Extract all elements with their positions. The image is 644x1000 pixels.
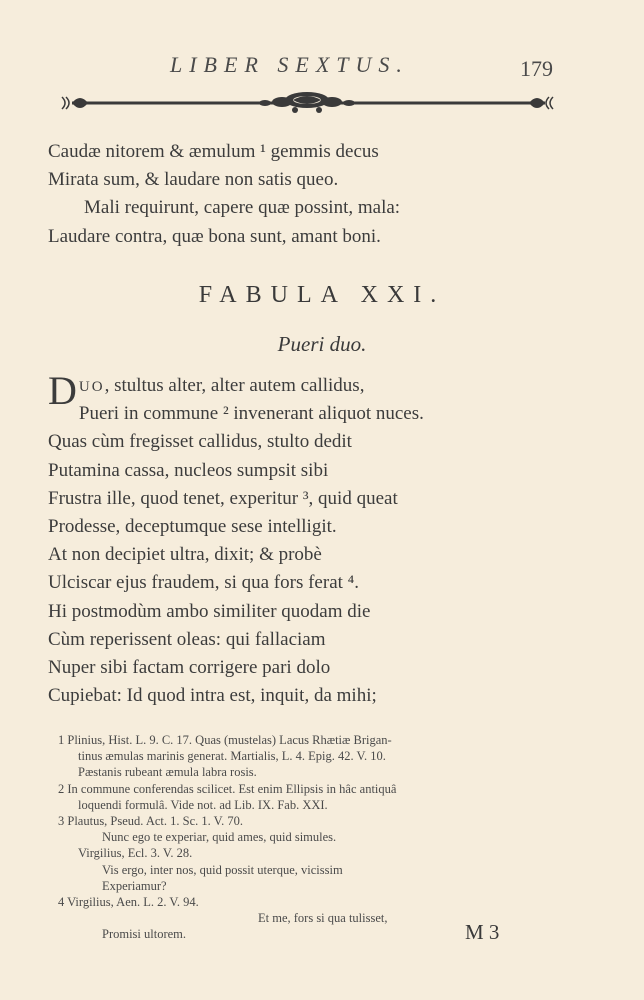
verse-line: Cupiebat: Id quod intra est, inquit, da mihi; — [48, 685, 377, 707]
verse-line: Putamina cassa, nucleos sumpsit sibi — [48, 459, 329, 481]
verse-line: Mali requirunt, capere quæ possint, mala: — [84, 197, 401, 219]
verse-line: Ulciscar ejus fraudem, si qua fors ferat ⁴. — [48, 572, 360, 594]
verse-line: Quas cùm fregisset callidus, stulto dedit — [48, 431, 352, 453]
running-head: LIBER SEXTUS. — [170, 52, 409, 77]
verse-line: Nuper sibi factam corrigere pari dolo — [48, 656, 331, 678]
footnote-line: Et me, fors si qua tulisset, — [258, 911, 388, 926]
footnote-line: Nunc ego te experiar, quid ames, quid simules. — [102, 830, 337, 845]
footnote-line: 1 Plinius, Hist. L. 9. C. 17. Quas (mustelas) Lacus Rhætiæ Brigan- — [58, 733, 392, 747]
page-number: 179 — [520, 56, 553, 81]
verse-line: At non decipiet ultra, dixit; & probè — [48, 544, 322, 566]
footnote-line: Virgilius, Ecl. 3. V. 28. — [78, 846, 193, 861]
footnotes — [58, 732, 396, 942]
footnote-line: tinus æmulas marinis generat. Martialis, L. 4. Epig. 42. V. 10. — [78, 749, 386, 764]
verse-line: Mirata sum, & laudare non satis queo. — [48, 169, 339, 191]
verse-line: Laudare contra, quæ bona sunt, amant boni. — [48, 225, 381, 247]
verse-line: Prodesse, deceptumque sese intelligit. — [48, 515, 337, 537]
verse-line: Hi postmodùm ambo similiter quodam die — [48, 600, 371, 622]
footnote-line: Vis ergo, inter nos, quid possit uterque, vicissim — [102, 862, 343, 877]
footnote-line: 4 Virgilius, Aen. L. 2. V. 94. — [58, 894, 199, 909]
first-line-rest: , stultus alter, alter autem callidus, — [104, 375, 365, 396]
footnote-line: 3 Plautus, Pseud. Act. 1. Sc. 1. V. 70. — [58, 813, 243, 828]
footnote-line: 2 In commune conferendas scilicet. Est enim Ellipsis in hâc antiquâ — [58, 781, 397, 796]
small-caps: UO — [78, 379, 105, 395]
fable-title: FABULA XXI. — [198, 282, 446, 308]
fable-subtitle: Pueri duo. — [277, 332, 367, 356]
footnote-line: Experiamur? — [102, 878, 167, 893]
verse-line: Caudæ nitorem & æmulum ¹ gemmis decus — [48, 141, 379, 162]
ornamental-rule — [60, 88, 555, 118]
verse-line: Cùm reperissent oleas: qui fallaciam — [48, 628, 326, 650]
footnote-line: Promisi ultorem. — [102, 927, 187, 942]
verse-line: Pueri in commune ² invenerant aliquot nuces. — [78, 403, 424, 425]
verse-line-first — [48, 368, 398, 413]
signature-mark: M 3 — [465, 920, 500, 944]
footnote-line: Pæstanis rubeant æmula labra rosis. — [78, 765, 257, 780]
verse-line: Frustra ille, quod tenet, experitur ³, quid queat — [48, 487, 398, 509]
footnote-line: loquendi formulâ. Vide not. ad Lib. IX. Fab. XXI. — [78, 797, 328, 812]
drop-cap: D — [48, 368, 77, 413]
fable-verse — [48, 368, 424, 710]
verse-top — [48, 138, 400, 251]
